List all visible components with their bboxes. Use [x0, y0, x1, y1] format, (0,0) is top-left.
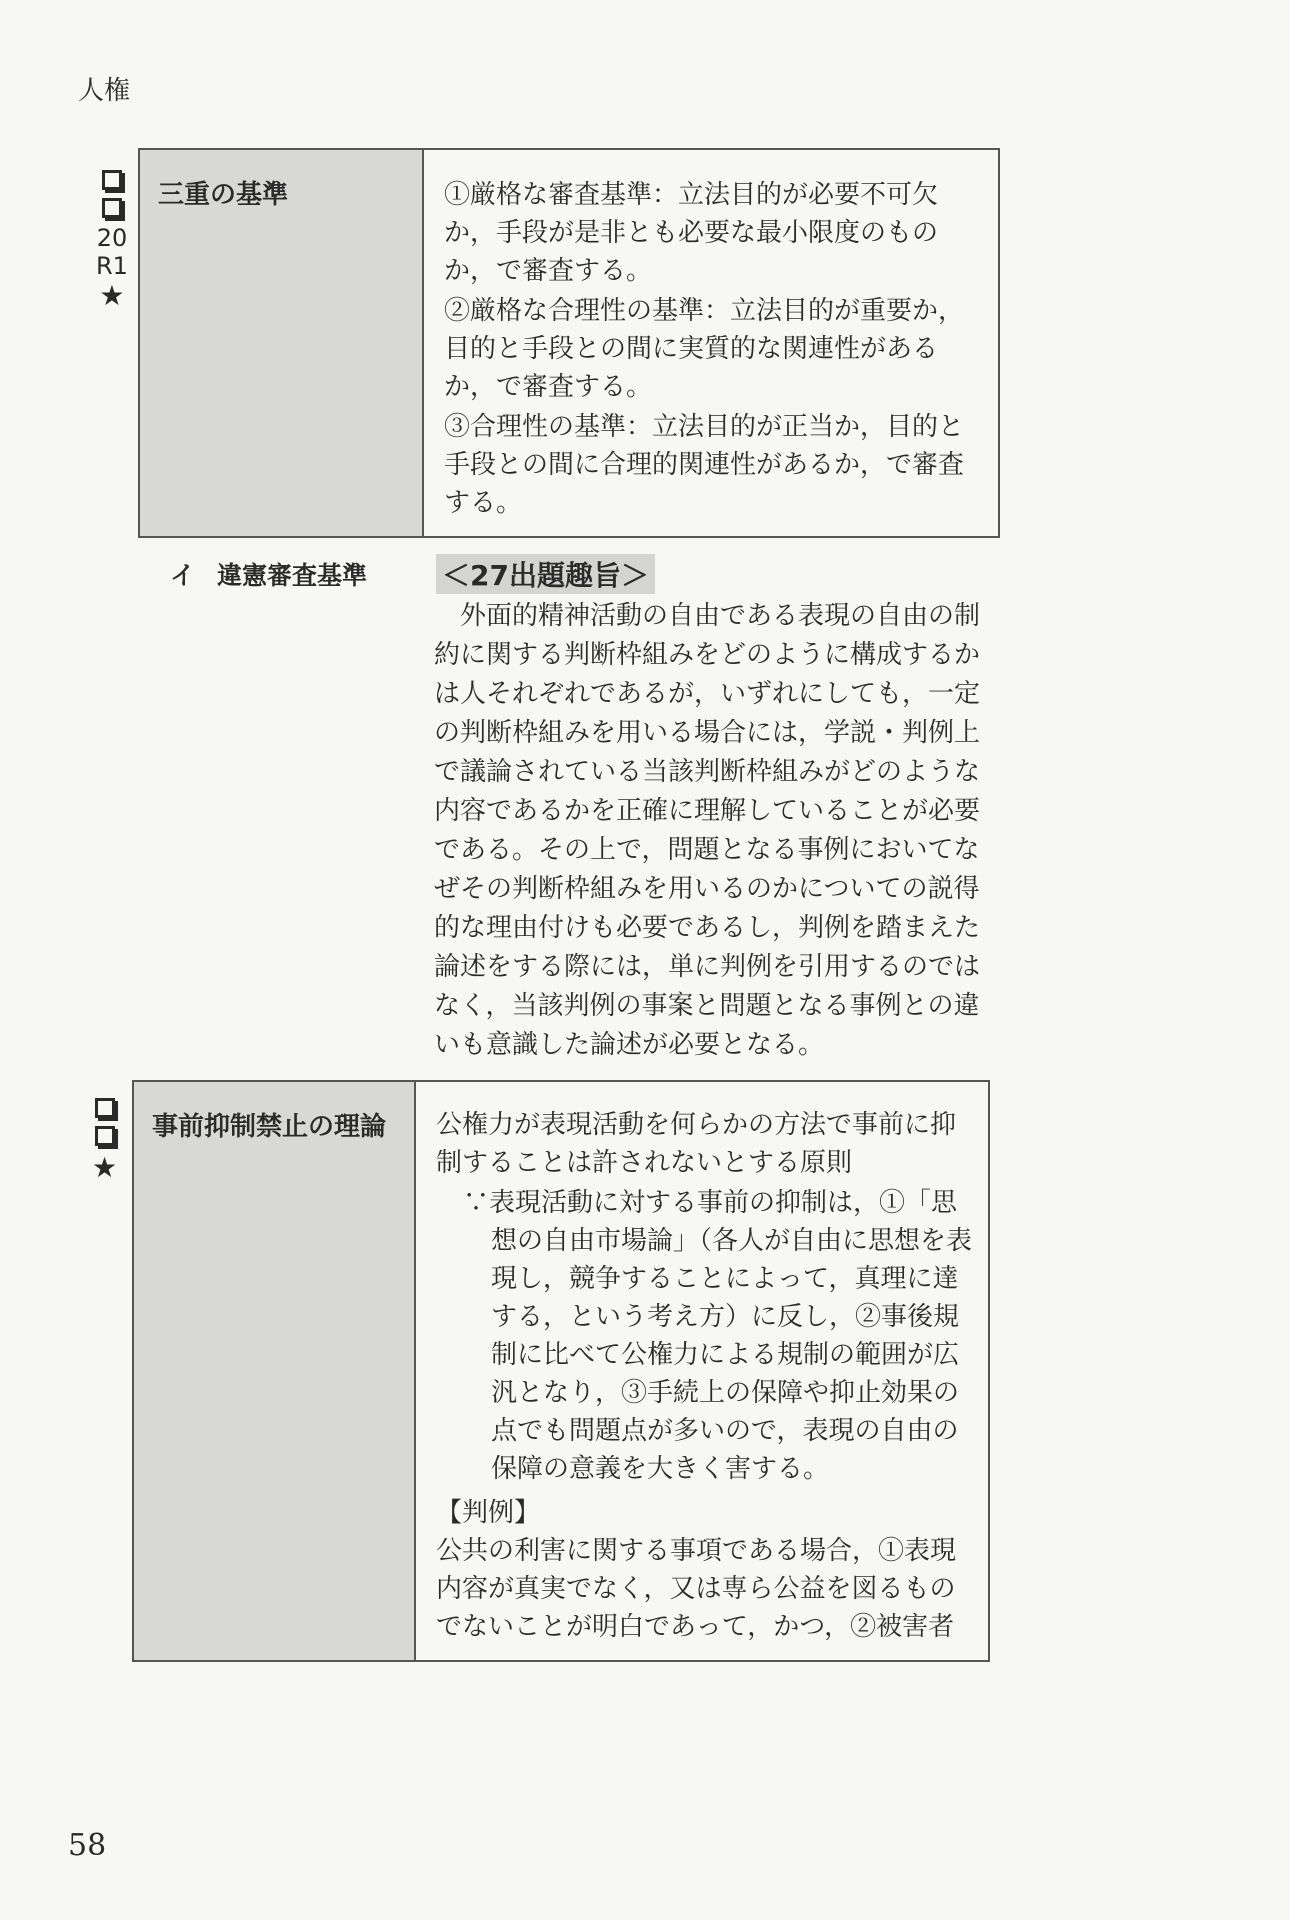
review-checkbox[interactable]: [102, 170, 122, 190]
review-marks-2: [92, 1098, 117, 1182]
standard-item: ②厳格な合理性の基準：立法目的が重要か，目的と手段との間に実質的な関連性があるか，で審査する。: [444, 296, 965, 402]
page-number: 58: [68, 1828, 107, 1863]
exam-year-mark: R1: [96, 252, 128, 280]
precedent-text: 公共の利害に関する事項である場合，①表現内容が真実でなく，又は専ら公益を図るものでないことが明白であって，かつ，②被害者: [436, 1536, 957, 1642]
term-label: 三重の基準: [140, 150, 424, 536]
definition-text: 公権力が表現活動を何らかの方法で事前に抑制することは許されないとする原則: [436, 1110, 957, 1178]
term-label: 事前抑制禁止の理論: [134, 1082, 416, 1660]
term-box-prior-restraint: [132, 1080, 990, 1662]
section-label: [170, 556, 389, 592]
reason-text: ∵表現活動に対する事前の抑制は，①「思想の自由市場論」（各人が自由に思想を表現し，競争することによって，真理に達する，という考え方）に反し，②事後規制に比べて公権力による規制の範囲が広汎となり，③手続上の保障や抑止効果の点でも問題点が多いので，表現の自由の保障の意義を大きく害する。: [463, 1188, 973, 1484]
running-header: 人権: [78, 76, 131, 106]
review-marks-1: [96, 170, 128, 310]
term-box-triple-standard: [138, 148, 1000, 538]
term-definition: [416, 1082, 988, 1660]
standard-item: ①厳格な審査基準：立法目的が必要不可欠か，手段が是非とも必要な最小限度のものか，で審査する。: [444, 180, 939, 286]
section-title: 違憲審査基準: [217, 561, 368, 590]
term-definition: [424, 150, 998, 536]
exam-year-mark: 20: [96, 224, 128, 252]
review-checkbox[interactable]: [102, 198, 122, 218]
section-number: イ: [170, 561, 196, 590]
standard-item: ③合理性の基準：立法目的が正当か，目的と手段との間に合理的関連性があるか，で審査する。: [444, 412, 965, 518]
precedent-label: 【判例】: [436, 1498, 541, 1528]
star-icon: ★: [92, 1151, 118, 1184]
review-checkbox[interactable]: [95, 1098, 115, 1118]
star-icon: ★: [99, 279, 125, 312]
review-checkbox[interactable]: [95, 1126, 115, 1146]
exam-intent-paragraph: 外面的精神活動の自由である表現の自由の制約に関する判断枠組みをどのように構成するかは人それぞれであるが，いずれにしても，一定の判断枠組みを用いる場合には，学説・判例上で議論されている当該判断枠組みがどのような内容であるかを正確に理解していることが必要である。その上で，問題となる事例においてなぜその判断枠組みを用いるのかについての説得的な理由付けも必要であるし，判例を踏まえた論述をする際には，単に判例を引用するのではなく，当該判例の事案と問題となる事例との違いも意識した論述が必要となる。: [434, 601, 981, 1060]
exam-intent-heading: ＜27出題趣旨＞: [436, 554, 655, 594]
